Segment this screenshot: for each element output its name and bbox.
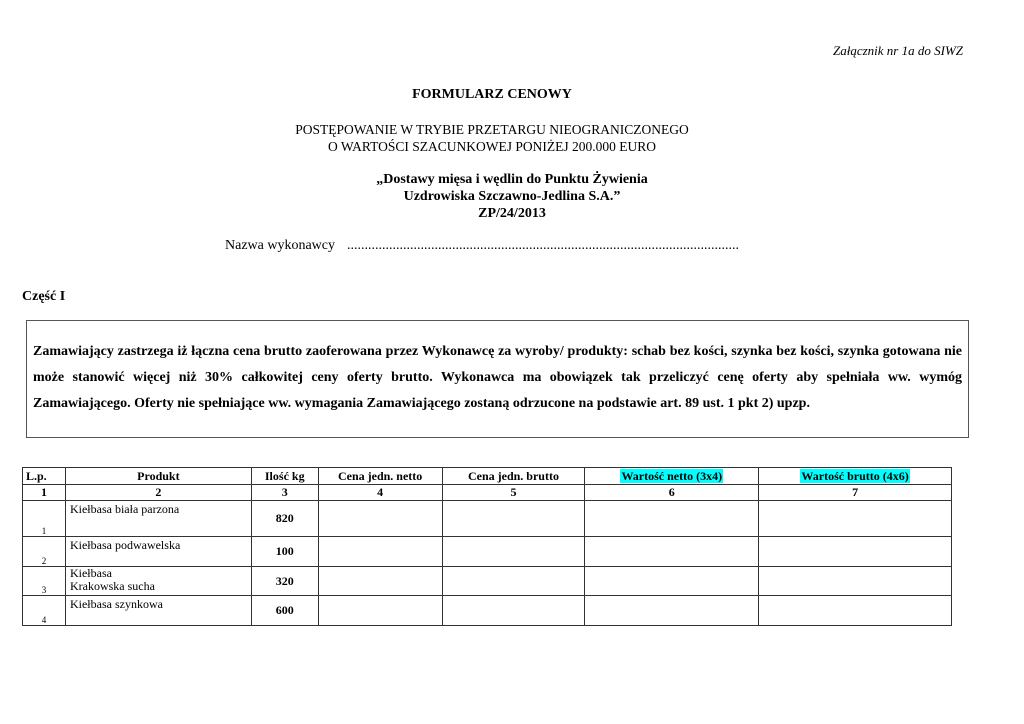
table-row [23, 537, 952, 567]
quantity-value: 100 [251, 537, 318, 567]
unit-net-price-cell[interactable] [318, 537, 442, 567]
quantity-value: 320 [251, 567, 318, 596]
gross-value-cell[interactable] [759, 596, 952, 626]
product-name: Kiełbasa szynkowa [65, 596, 251, 626]
subject-line-1: „Dostawy mięsa i wędlin do Punktu Żywienia [376, 172, 648, 187]
net-value-cell[interactable] [585, 567, 759, 596]
header-value-gross-label: Wartość brutto (4x6) [801, 468, 909, 483]
gross-value-cell[interactable] [759, 501, 952, 537]
product-name-line-2: Krakowska sucha [69, 579, 155, 593]
net-value-cell[interactable] [585, 501, 759, 537]
column-number: 4 [318, 485, 442, 501]
header-lp: L.p. [23, 468, 66, 485]
unit-gross-price-cell[interactable] [442, 501, 585, 537]
row-number: 4 [23, 596, 66, 626]
part-heading: Część I [22, 289, 66, 304]
header-product: Produkt [65, 468, 251, 485]
quantity-value: 600 [251, 596, 318, 626]
table-header-row [23, 468, 952, 485]
column-number: 7 [759, 485, 952, 501]
table-row [23, 501, 952, 537]
row-number: 1 [23, 501, 66, 537]
column-number: 2 [65, 485, 251, 501]
product-name: Kiełbasa podwawelska [65, 537, 251, 567]
gross-value-cell[interactable] [759, 567, 952, 596]
row-number: 3 [23, 567, 66, 596]
contractor-dotted-line[interactable]: ................................................................................................................ [347, 238, 740, 253]
unit-net-price-cell[interactable] [318, 501, 442, 537]
column-number: 3 [251, 485, 318, 501]
procedure-description [0, 121, 984, 155]
table-row [23, 567, 952, 596]
product-name [65, 567, 251, 596]
form-title: FORMULARZ CENOWY [412, 87, 572, 102]
column-number: 6 [585, 485, 759, 501]
tender-subject [20, 171, 1004, 222]
contractor-label: Nazwa wykonawcy [225, 238, 336, 253]
net-value-cell[interactable] [585, 596, 759, 626]
header-value-net [585, 468, 759, 485]
unit-gross-price-cell[interactable] [442, 596, 585, 626]
unit-net-price-cell[interactable] [318, 567, 442, 596]
gross-value-cell[interactable] [759, 537, 952, 567]
header-value-gross [759, 468, 952, 485]
column-number-row [23, 485, 952, 501]
unit-net-price-cell[interactable] [318, 596, 442, 626]
subject-line-2: Uzdrowiska Szczawno-Jedlina S.A.” [403, 189, 621, 204]
header-quantity: Ilość kg [251, 468, 318, 485]
header-unit-gross: Cena jedn. brutto [442, 468, 585, 485]
column-number: 1 [23, 485, 66, 501]
product-name: Kiełbasa biała parzona [65, 501, 251, 537]
header-unit-net: Cena jedn. netto [318, 468, 442, 485]
product-name-line-1: Kiełbasa [69, 566, 112, 580]
column-number: 5 [442, 485, 585, 501]
unit-gross-price-cell[interactable] [442, 567, 585, 596]
table-row [23, 596, 952, 626]
row-number: 2 [23, 537, 66, 567]
unit-gross-price-cell[interactable] [442, 537, 585, 567]
subject-reference: ZP/24/2013 [478, 206, 546, 221]
net-value-cell[interactable] [585, 537, 759, 567]
contractor-name-field[interactable] [225, 238, 739, 254]
notice-box: Zamawiający zastrzega iż łączna cena brutto zaoferowana przez Wykonawcę za wyroby/ produkty: schab bez kości, szynka bez kości, szynka gotowana nie może stanowić więcej niż 30% całkowitej ceny oferty brutto. Wykonawca ma obowiązek tak przeliczyć cenę oferty aby spełniała ww. wymóg Zamawiającego. Oferty nie spełniające ww. wymagania Zamawiającego zostaną odrzucone na podstawie art. 89 ust. 1 pkt 2) upzp. [26, 320, 969, 438]
price-table [22, 467, 952, 626]
header-value-net-label: Wartość netto (3x4) [621, 468, 723, 483]
annex-label: Załącznik nr 1a do SIWZ [833, 43, 963, 58]
procedure-line-2: O WARTOŚCI SZACUNKOWEJ PONIŻEJ 200.000 EURO [328, 139, 656, 154]
quantity-value: 820 [251, 501, 318, 537]
procedure-line-1: POSTĘPOWANIE W TRYBIE PRZETARGU NIEOGRANICZONEGO [295, 122, 689, 137]
